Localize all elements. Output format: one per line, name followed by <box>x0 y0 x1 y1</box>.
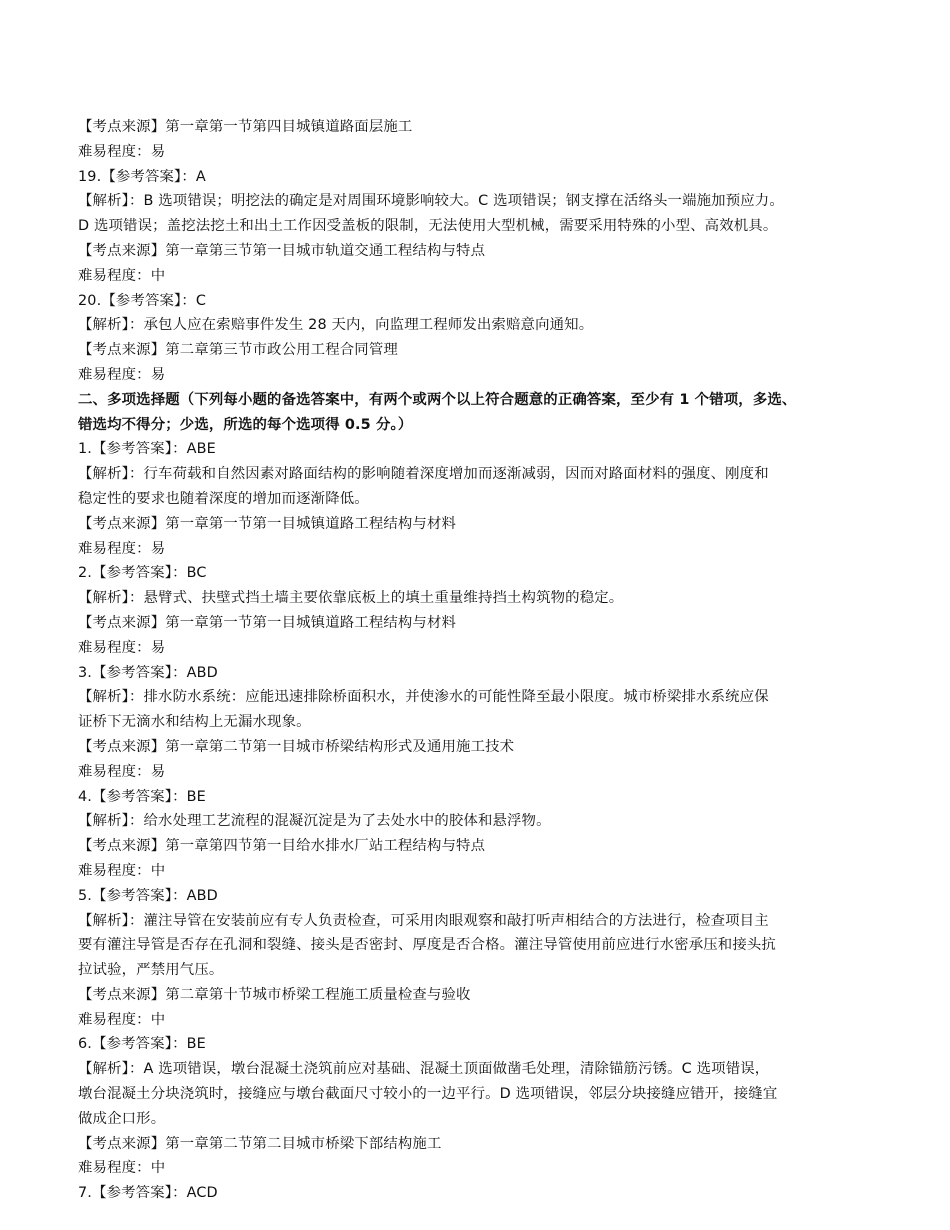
analysis-line: 【解析】：B 选项错误；明挖法的确定是对周围环境影响较大。C 选项错误；钢支撑在活络头一端施加预应力。 <box>78 193 784 210</box>
source-line: 【考点来源】第一章第二节第二目城市桥梁下部结构施工 <box>78 1135 442 1152</box>
source-line: 【考点来源】第一章第四节第一目给水排水厂站工程结构与特点 <box>78 838 486 855</box>
difficulty-line: 难易程度：易 <box>78 763 166 780</box>
source-line: 【考点来源】第一章第二节第一目城市桥梁结构形式及通用施工技术 <box>78 738 515 755</box>
analysis-line: 要有灌注导管是否存在孔洞和裂缝、接头是否密封、厚度是否合格。灌注导管使用前应进行水密承压和接头抗 <box>78 937 776 954</box>
difficulty-line: 难易程度：中 <box>78 862 166 879</box>
difficulty-line: 难易程度：中 <box>78 1160 166 1177</box>
answer-line: 2.【参考答案】：BC <box>78 565 207 582</box>
source-line: 【考点来源】第一章第一节第四目城镇道路面层施工 <box>78 119 413 135</box>
analysis-line: 【解析】：承包人应在索赔事件发生 28 天内，向监理工程师发出索赔意向通知。 <box>78 317 594 334</box>
document-body <box>78 115 884 1206</box>
difficulty-line: 难易程度：中 <box>78 267 166 284</box>
answer-line: 5.【参考答案】：ABD <box>78 887 218 904</box>
answer-line: 19.【参考答案】：A <box>78 168 206 185</box>
analysis-line: 墩台混凝土分块浇筑时，接缝应与墩台截面尺寸较小的一边平行。D 选项错误，邻层分块接缝应错开，接缝宜 <box>78 1086 778 1103</box>
analysis-line: 【解析】：给水处理工艺流程的混凝沉淀是为了去处水中的胶体和悬浮物。 <box>78 813 551 830</box>
answer-line: 20.【参考答案】：C <box>78 292 207 309</box>
difficulty-line: 难易程度：易 <box>78 639 166 656</box>
answer-line: 4.【参考答案】：BE <box>78 788 206 805</box>
analysis-line: 稳定性的要求也随着深度的增加而逐渐降低。 <box>78 490 369 507</box>
analysis-line: 做成企口形。 <box>78 1110 166 1127</box>
analysis-line: 【解析】：A 选项错误，墩台混凝土浇筑前应对基础、混凝土顶面做凿毛处理，清除锚筋污锈。C 选项错误， <box>78 1061 770 1078</box>
analysis-line: 证桥下无滴水和结构上无漏水现象。 <box>78 714 311 731</box>
analysis-line: 拉试验，严禁用气压。 <box>78 962 224 979</box>
answer-line: 1.【参考答案】：ABE <box>78 441 216 458</box>
analysis-line: 【解析】：悬臂式、扶壁式挡土墙主要依靠底板上的填土重量维持挡土构筑物的稳定。 <box>78 590 624 607</box>
answer-line: 3.【参考答案】：ABD <box>78 664 218 681</box>
answer-line: 6.【参考答案】：BE <box>78 1036 206 1053</box>
source-line: 【考点来源】第一章第一节第一目城镇道路工程结构与材料 <box>78 614 457 631</box>
source-line: 【考点来源】第二章第十节城市桥梁工程施工质量检查与验收 <box>78 986 471 1003</box>
section-heading: 错选均不得分；少选，所选的每个选项得 0.5 分。） <box>78 416 413 433</box>
analysis-line: 【解析】：排水防水系统：应能迅速排除桥面积水，并使渗水的可能性降至最小限度。城市桥梁排水系统应保 <box>78 689 769 706</box>
difficulty-line: 难易程度：中 <box>78 1011 166 1028</box>
analysis-line: 【解析】：灌注导管在安装前应有专人负责检查，可采用肉眼观察和敲打听声相结合的方法进行，检查项目主 <box>78 912 769 929</box>
source-line: 【考点来源】第二章第三节市政公用工程合同管理 <box>78 342 398 359</box>
source-line: 【考点来源】第一章第一节第一目城镇道路工程结构与材料 <box>78 515 457 532</box>
difficulty-line: 难易程度：易 <box>78 540 166 557</box>
source-line: 【考点来源】第一章第三节第一目城市轨道交通工程结构与特点 <box>78 242 486 259</box>
section-heading: 二、多项选择题（下列每小题的备选答案中，有两个或两个以上符合题意的正确答案，至少有 1 个错项，多选、 <box>78 391 797 408</box>
analysis-line: 【解析】：行车荷载和自然因素对路面结构的影响随着深度增加而逐渐减弱，因而对路面材料的强度、刚度和 <box>78 466 769 483</box>
difficulty-line: 难易程度：易 <box>78 143 166 160</box>
analysis-line: D 选项错误；盖挖法挖土和出土工作因受盖板的限制，无法使用大型机械，需要采用特殊的小型、高效机具。 <box>78 218 778 235</box>
answer-line: 7.【参考答案】：ACD <box>78 1185 218 1202</box>
difficulty-line: 难易程度：易 <box>78 366 166 383</box>
